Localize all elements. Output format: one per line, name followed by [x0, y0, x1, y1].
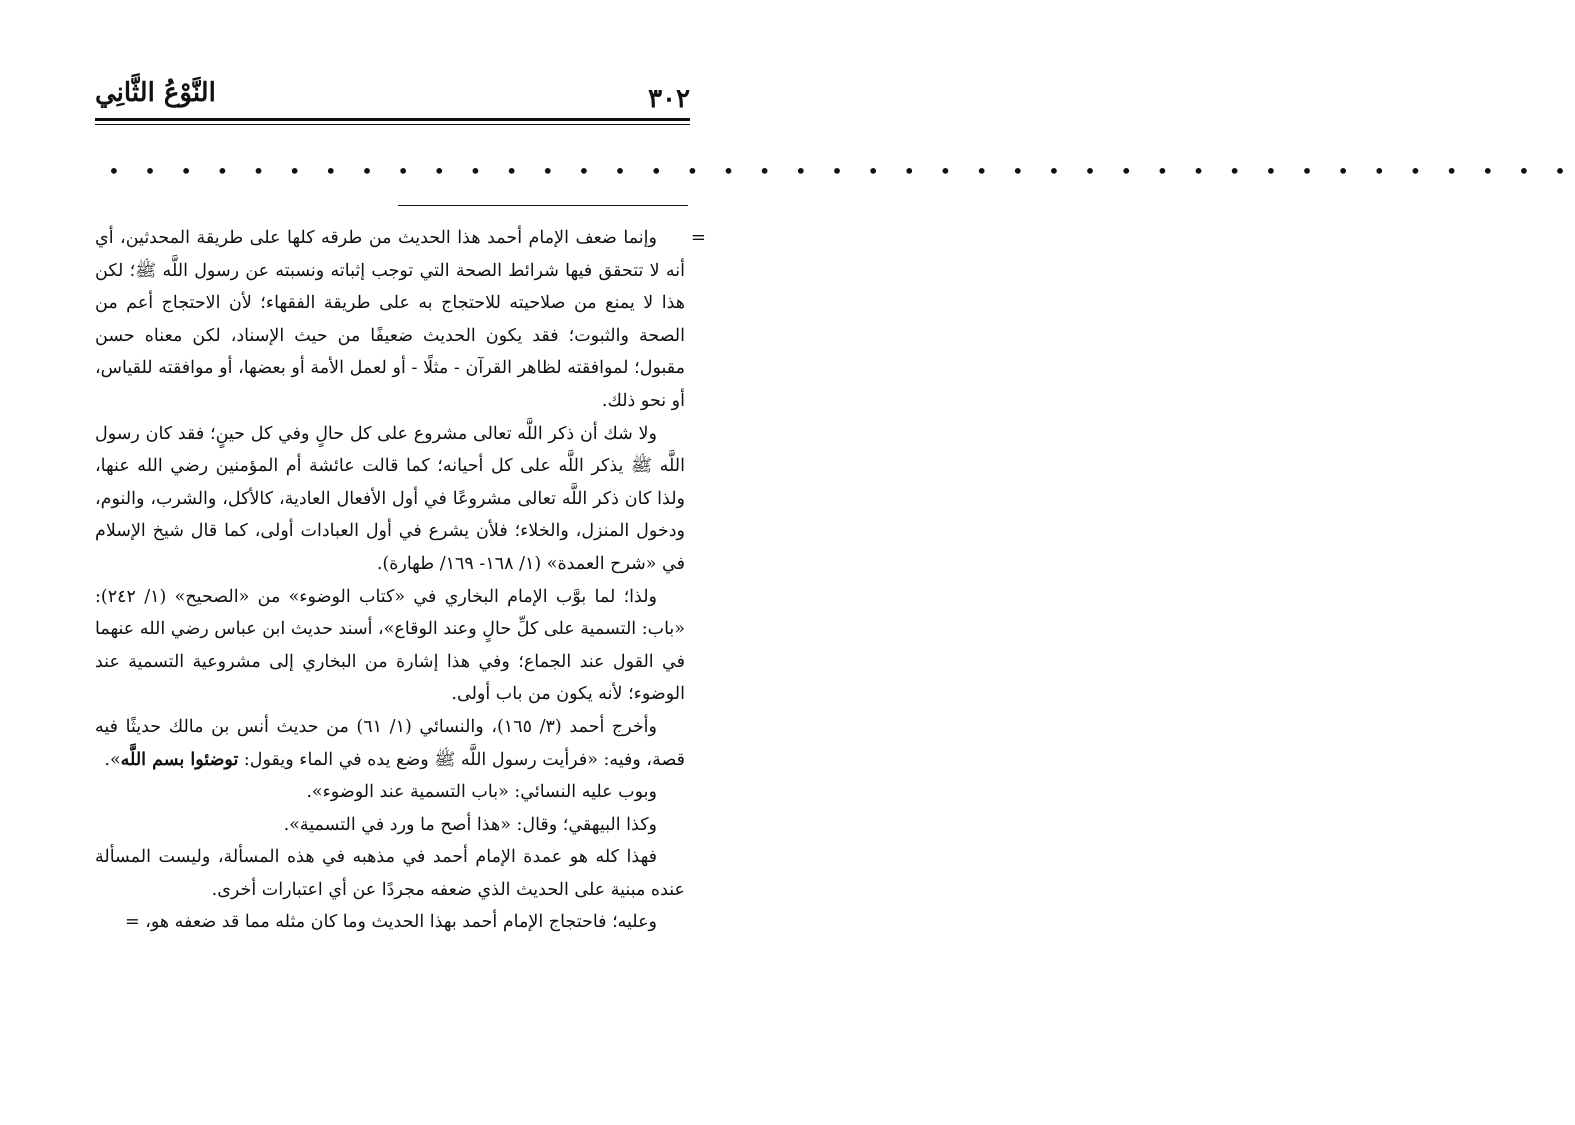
header-rule-thick: [95, 118, 690, 121]
footnote-paragraph: ولذا؛ لما بوَّب الإمام البخاري في «كتاب الوضوء» من «الصحيح» (١/ ٢٤٢): «باب: التسمية على كلِّ حالٍ وعند الوقاع»، أسند حديث ابن عباس رضي الله عنهما في القول عند الجماع؛ وفي هذا إشارة من البخاري إلى مشروعية التسمية عند الوضوء؛ لأنه يكون من باب أولى.: [95, 586, 685, 705]
footnote-paragraph: وبوب عليه النسائي: «باب التسمية عند الوضوء».: [306, 782, 657, 803]
section-separator-dots: • • • • • • • • • • • • • • • • • • • • • • • • • • • • • • • • • • • • • • • • •: [108, 159, 1575, 183]
footnote-paragraph-with-quote: [95, 711, 685, 776]
footnote-paragraph: وكذا البيهقي؛ وقال: «هذا أصح ما ورد في التسمية».: [283, 814, 657, 835]
quote-close: ».: [104, 749, 121, 770]
footnote-paragraph: فهذا كله هو عمدة الإمام أحمد في مذهبه في هذه المسألة، وليست المسألة عنده مبنية على الحديث الذي ضعفه مجردًا عن أي اعتبارات أخرى.: [95, 847, 685, 900]
footnote-continued-mark: =: [690, 227, 706, 248]
page-header: [95, 72, 690, 120]
bold-quote: توضئوا بسم اللَّه: [120, 749, 239, 770]
footnote-paragraph: وأخرج أحمد (٣/ ١٦٥)، والنسائي (١/ ٦١) من حديث أنس بن مالك حديثًا فيه قصة، وفيه: «فرأيت رسول اللَّه ﷺ وضع يده في الماء ويقول:: [95, 716, 685, 770]
footnote-text: [95, 222, 685, 939]
footnote-rule: [398, 205, 688, 206]
running-title: النَّوْعُ الثَّانِي: [95, 78, 216, 108]
footnote-paragraph: وإنما ضعف الإمام أحمد هذا الحديث من طرقه كلها على طريقة المحدثين، أي أنه لا تتحقق فيها شرائط الصحة التي توجب إثباته ونسبته عن رسول اللَّه ﷺ؛ لكن هذا لا يمنع من صلاحيته للاحتجاج به على طريقة الفقهاء؛ لأن الاحتجاج أعم من الصحة والثبوت؛ فقد يكون الحديث ضعيفًا من حيث الإسناد، لكن معناه حسن مقبول؛ لموافقته لظاهر القرآن - مثلًا - أو لعمل الأمة أو بعضها، أو موافقته للقياس، أو نحو ذلك.: [95, 228, 685, 411]
footnote-paragraph-last: [95, 906, 685, 939]
header-rule-thin: [95, 124, 690, 125]
footnote-end-mark: =: [124, 912, 140, 933]
footnote-paragraph: وعليه؛ فاحتجاج الإمام أحمد بهذا الحديث وما كان مثله مما قد ضعفه هو،: [145, 912, 657, 933]
footnote-paragraph: ولا شك أن ذكر اللَّه تعالى مشروع على كل حالٍ وفي كل حينٍ؛ فقد كان رسول اللَّه ﷺ يذكر اللَّه على كل أحيانه؛ كما قالت عائشة أم المؤمنين رضي الله عنها، ولذا كان ذكر اللَّه تعالى مشروعًا في أول الأفعال العادية، كالأكل، والشرب، والنوم، ودخول المنزل، والخلاء؛ فلأن يشرع في أول العبادات أولى، كما قال شيخ الإسلام في «شرح العمدة» (١/ ١٦٨- ١٦٩/ طهارة).: [95, 423, 685, 574]
page-number: ٣٠٢: [648, 84, 690, 114]
